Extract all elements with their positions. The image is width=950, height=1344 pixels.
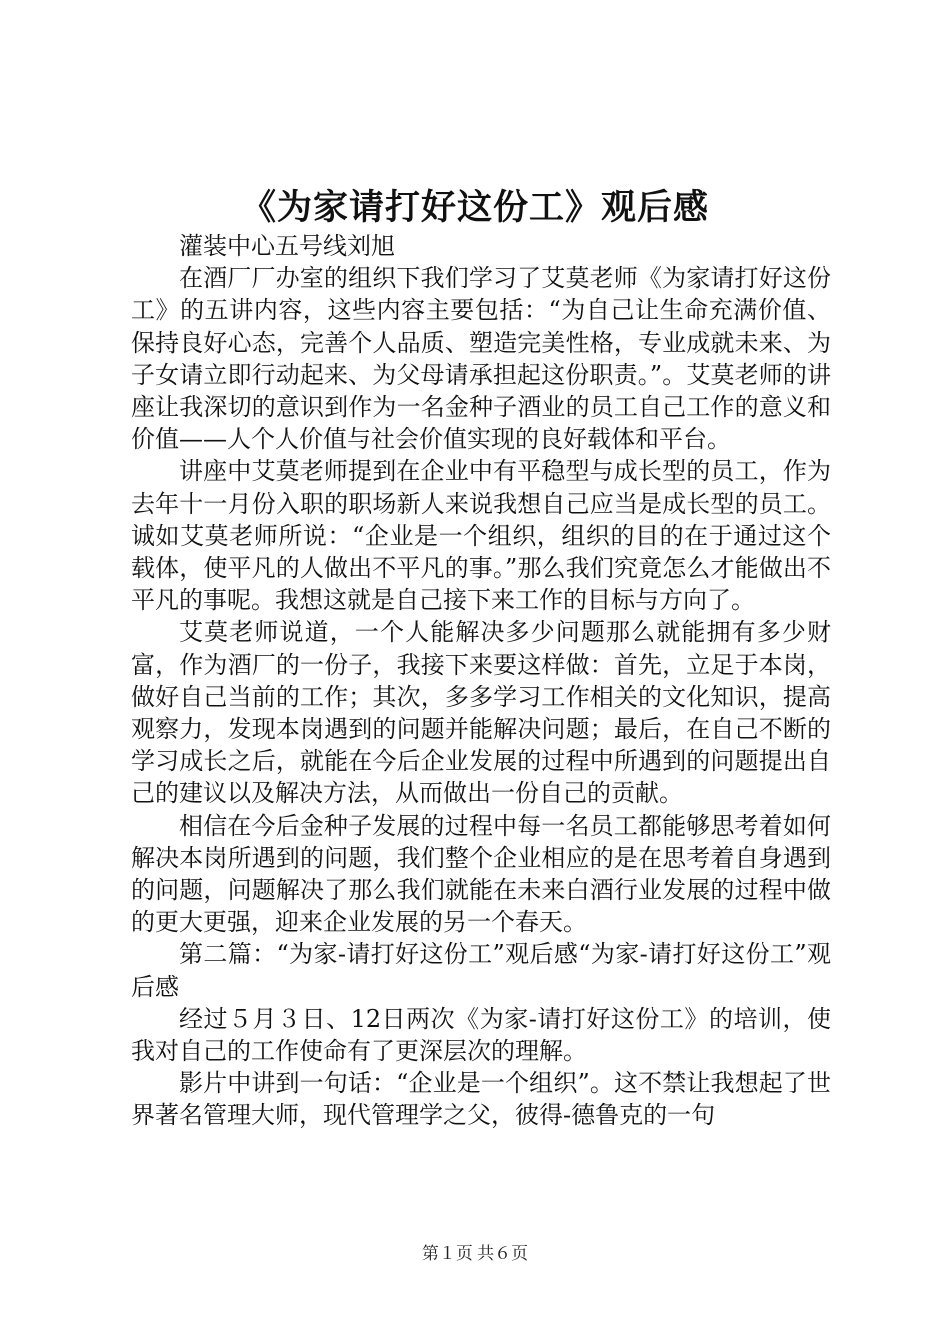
page-number-footer: 第１页 共６页 xyxy=(421,1244,529,1263)
paragraph: 经过５月３日、12日两次《为家-请打好这份工》的培训，使我对自己的工作使命有了更深层次的理解。 xyxy=(131,1004,831,1066)
paragraph: 影片中讲到一句话：“企业是一个组织”。这不禁让我想起了世界著名管理大师，现代管理学之父，彼得-德鲁克的一句 xyxy=(131,1069,831,1130)
paragraph: 相信在今后金种子发展的过程中每一名员工都能够思考着如何解决本岗所遇到的问题，我们整个企业相应的是在思考着自身遇到的问题，问题解决了那么我们就能在未来白酒行业发展的过程中做的更大更强，迎来企业发展的另一个春天。 xyxy=(131,811,831,937)
paragraph: 讲座中艾莫老师提到在企业中有平稳型与成长型的员工，作为去年十一月份入职的职场新人来说我想自己应当是成长型的员工。诚如艾莫老师所说：“企业是一个组织，组织的目的在于通过这个载体，使平凡的人做出不平凡的事。”那么我们究竟怎么才能做出不平凡的事呢。我想这就是自己接下来工作的目标与方向了。 xyxy=(131,457,831,615)
paragraph: 在酒厂厂办室的组织下我们学习了艾莫老师《为家请打好这份工》的五讲内容，这些内容主要包括：“为自己让生命充满价值、保持良好心态，完善个人品质、塑造完美性格，专业成就未来、为子女请立即行动起来、为父母请承担起这份职责。”。艾莫老师的讲座让我深切的意识到作为一名金种子酒业的员工自己工作的意义和价值——人个人价值与社会价值实现的良好载体和平台。 xyxy=(131,264,831,454)
document-body xyxy=(131,230,831,1132)
section-heading: 第二篇：“为家-请打好这份工”观后感“为家-请打好这份工”观后感 xyxy=(131,940,831,1001)
document-title: 《为家请打好这份工》观后感 xyxy=(240,187,709,228)
author-line: 灌装中心五号线刘旭 xyxy=(179,232,395,260)
paragraph: 艾莫老师说道，一个人能解决多少问题那么就能拥有多少财富，作为酒厂的一份子，我接下来要这样做：首先，立足于本岗，做好自己当前的工作；其次，多多学习工作相关的文化知识，提高观察力，发现本岗遇到的问题并能解决问题；最后，在自己不断的学习成长之后，就能在今后企业发展的过程中所遇到的问题提出自己的建议以及解决方法，从而做出一份自己的贡献。 xyxy=(131,618,831,808)
